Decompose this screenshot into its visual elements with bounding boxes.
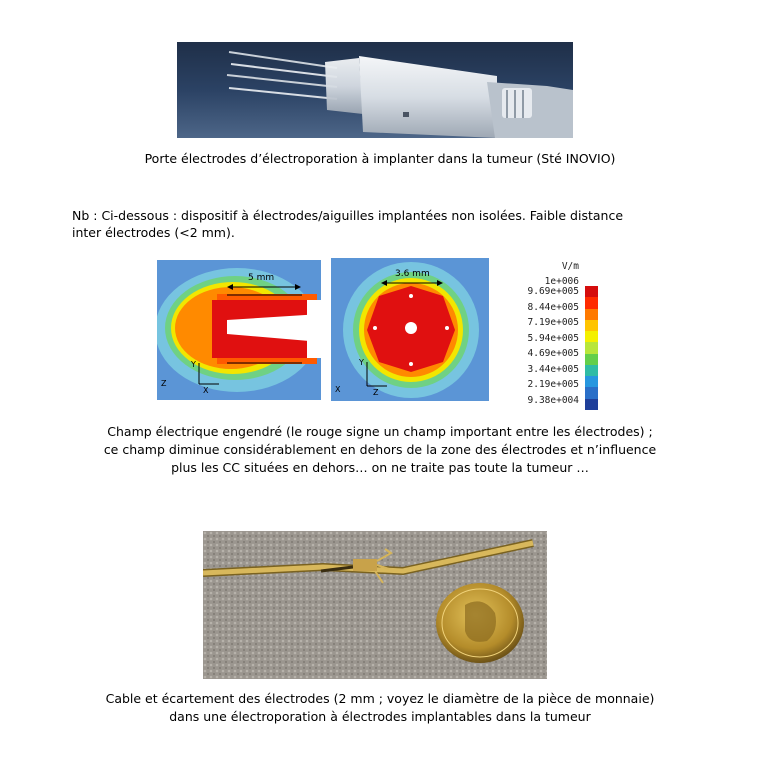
note-line-1: Nb : Ci-dessous : dispositif à électrodes/aiguilles implantées non isolées. Faible distance: [72, 208, 624, 223]
scale-value-7: 3.44e+005: [527, 364, 579, 375]
color-scale-segment: [585, 399, 598, 411]
right-axis-z: Z: [373, 388, 379, 397]
left-distance-label: 5 mm: [248, 273, 275, 283]
cable-caption-line-1: Cable et écartement des électrodes (2 mm ; voyez le diamètre de la pièce de monnaie): [105, 691, 655, 706]
field-caption: [0, 423, 760, 477]
field-map-needles: [157, 260, 321, 400]
scale-value-4: 7.19e+005: [527, 317, 579, 328]
color-scale-segment: [585, 309, 598, 321]
scale-value-8: 2.19e+005: [527, 379, 579, 390]
cable-caption: [0, 690, 760, 726]
color-scale-segment: [585, 354, 598, 366]
left-axis-x: X: [203, 386, 209, 395]
scale-value-6: 4.69e+005: [527, 348, 579, 359]
field-caption-line-1: Champ électrique engendré (le rouge signe un champ important entre les électrodes) ;: [107, 424, 653, 439]
field-caption-line-3: plus les CC situées en dehors… on ne traite pas toute la tumeur …: [171, 460, 589, 475]
color-scale-segment: [585, 342, 598, 354]
color-scale-segment: [585, 286, 598, 298]
cable-caption-line-2: dans une électroporation à électrodes implantables dans la tumeur: [169, 709, 591, 724]
right-distance-label: 3.6 mm: [395, 269, 430, 279]
scale-value-3: 8.44e+005: [527, 302, 579, 313]
note-text: [72, 207, 712, 241]
photo1-caption: Porte électrodes d’électroporation à implanter dans la tumeur (Sté INOVIO): [144, 151, 616, 166]
color-scale-segment: [585, 297, 598, 309]
color-scale-segment: [585, 331, 598, 343]
field-map-octagon: [331, 258, 489, 401]
scale-value-9: 9.38e+004: [527, 395, 579, 406]
scale-value-1: 1e+006: [544, 276, 579, 287]
right-axis-x: X: [335, 385, 341, 394]
left-axis-y: Y: [191, 360, 196, 369]
color-scale-segment: [585, 365, 598, 377]
color-scale-segment: [585, 376, 598, 388]
color-scale-segment: [585, 320, 598, 332]
color-scale-bar: [585, 286, 598, 410]
color-scale-segment: [585, 387, 598, 399]
note-line-2: inter électrodes (<2 mm).: [72, 225, 235, 240]
right-axis-y: Y: [359, 358, 364, 367]
field-caption-line-2: ce champ diminue considérablement en dehors de la zone des électrodes et n’influence: [103, 442, 657, 457]
scale-value-2: 9.69e+005: [527, 286, 579, 297]
scale-value-5: 5.94e+005: [527, 333, 579, 344]
scale-unit: V/m: [561, 261, 579, 272]
electrode-holder-photo: [177, 42, 573, 138]
cable-coin-photo: [203, 531, 547, 679]
left-axis-z: Z: [161, 379, 167, 388]
